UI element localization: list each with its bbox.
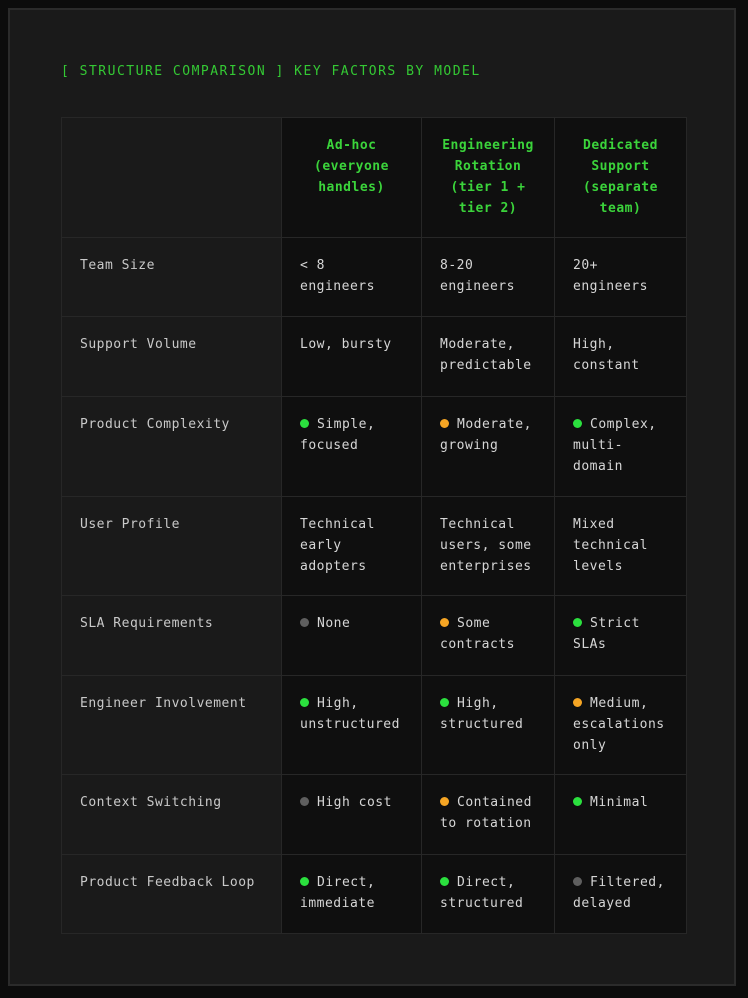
table-corner-cell	[62, 118, 282, 238]
table-cell: Direct, structured	[422, 855, 555, 934]
status-dot-icon	[300, 698, 309, 707]
page-title: [ STRUCTURE COMPARISON ] KEY FACTORS BY MODEL	[61, 64, 481, 79]
status-dot-icon	[440, 698, 449, 707]
table-cell: Moderate, growing	[422, 397, 555, 497]
table-cell: Complex, multi-domain	[555, 397, 687, 497]
table-cell: High, constant	[555, 317, 687, 397]
status-dot-icon	[300, 419, 309, 428]
table-cell: Some contracts	[422, 596, 555, 676]
status-dot-icon	[440, 618, 449, 627]
table-cell: Technical early adopters	[282, 497, 422, 596]
row-label: Engineer Involvement	[62, 676, 282, 775]
table-cell: High cost	[282, 775, 422, 855]
table-row	[62, 317, 687, 397]
header-row	[62, 118, 687, 238]
table-cell: 20+ engineers	[555, 238, 687, 317]
status-dot-icon	[573, 618, 582, 627]
table-row	[62, 397, 687, 497]
table-cell: Direct, immediate	[282, 855, 422, 934]
table-cell: Filtered, delayed	[555, 855, 687, 934]
status-dot-icon	[573, 698, 582, 707]
table-cell: Moderate, predictable	[422, 317, 555, 397]
status-dot-icon	[300, 797, 309, 806]
table-row	[62, 497, 687, 596]
table-row	[62, 855, 687, 934]
table-row	[62, 596, 687, 676]
status-dot-icon	[440, 797, 449, 806]
column-header-engineering-rotation: Engineering Rotation (tier 1 + tier 2)	[422, 118, 555, 238]
row-label: Team Size	[62, 238, 282, 317]
table-row	[62, 676, 687, 775]
row-label: Support Volume	[62, 317, 282, 397]
table-cell: Strict SLAs	[555, 596, 687, 676]
status-dot-icon	[573, 419, 582, 428]
table-row	[62, 775, 687, 855]
table-cell: Simple, focused	[282, 397, 422, 497]
status-dot-icon	[573, 797, 582, 806]
row-label: Product Complexity	[62, 397, 282, 497]
status-dot-icon	[440, 877, 449, 886]
status-dot-icon	[300, 618, 309, 627]
table-cell: < 8 engineers	[282, 238, 422, 317]
table-cell: Low, bursty	[282, 317, 422, 397]
row-label: Context Switching	[62, 775, 282, 855]
table-cell: High, unstructured	[282, 676, 422, 775]
app-panel	[8, 8, 736, 986]
table-cell: Minimal	[555, 775, 687, 855]
row-label: SLA Requirements	[62, 596, 282, 676]
column-header-ad-hoc: Ad-hoc (everyone handles)	[282, 118, 422, 238]
comparison-table	[61, 117, 687, 934]
table-row	[62, 238, 687, 317]
row-label: Product Feedback Loop	[62, 855, 282, 934]
table-cell: High, structured	[422, 676, 555, 775]
column-header-dedicated-support: Dedicated Support (separate team)	[555, 118, 687, 238]
status-dot-icon	[300, 877, 309, 886]
status-dot-icon	[573, 877, 582, 886]
table-cell: Contained to rotation	[422, 775, 555, 855]
status-dot-icon	[440, 419, 449, 428]
table-cell: None	[282, 596, 422, 676]
table-cell: Mixed technical levels	[555, 497, 687, 596]
table-cell: Medium, escalations only	[555, 676, 687, 775]
table-cell: Technical users, some enterprises	[422, 497, 555, 596]
row-label: User Profile	[62, 497, 282, 596]
table-cell: 8-20 engineers	[422, 238, 555, 317]
